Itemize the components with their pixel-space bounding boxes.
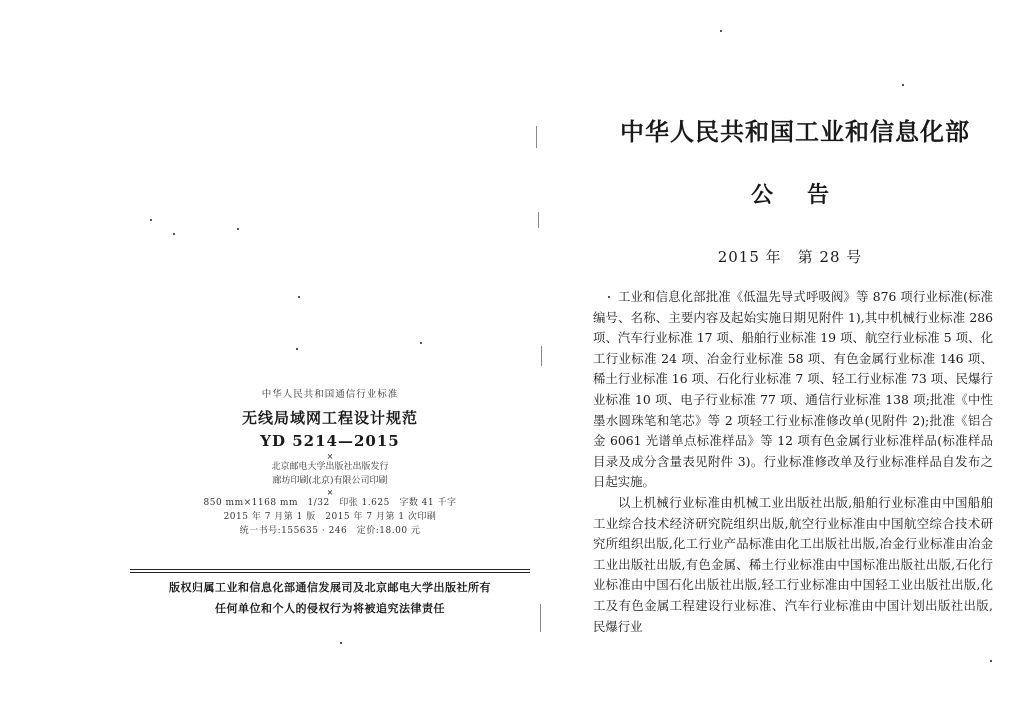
copyright-notice [135,578,525,620]
edition-line: 2015 年 7 月第 1 版 2015 年 7 月第 1 次印刷 [223,512,437,523]
copyright-line: 版权归属工业和信息化部通信发展司及北京邮电大学出版社所有 [169,581,491,594]
paragraph: 以上机械行业标准由机械工业出版社出版,船舶行业标准由中国船舶工业综合技术经济研究院组织出版,航空行业标准由中国航空综合技术研究所组织出版,化工行业产品标准由化工出版社出版,冶金行业标准由冶金工业出版社出版,有色金属、稀土行业标准由中国标准出版社出版,石化行业标准由中国石化出版社出版,轻工行业标准由中国轻工业出版社出版,化工及有色金属工程建设行业标准、汽车行业标准由中国计划出版社出版,民爆行业 [593,494,993,634]
divider-rule [130,569,530,570]
separator-mark: × [326,452,334,462]
announcement-body [593,287,993,637]
standard-title: 无线局域网工程设计规范 [241,408,418,427]
right-page [530,0,1024,724]
paragraph: 工业和信息化部批准《低温先导式呼吸阀》等 876 项行业标准(标准编号、名称、主要内容及起始实施日期见附件 1),其中机械行业标准 286 项、汽车行业标准 17 项、船舶行业标准 19 项、航空行业标准 5 项、化工行业标准 24 项、冶金行业标准 58 项、有色金属行业标准 146 项、稀土行业标准 16 项、石化行业标准 7 项、轻工行业标准 73 项、民爆行业标准 10 项、电子行业标准 77 项、通信行业标准 138 项;批准《中性墨水圆珠笔和笔芯》等 2 项轻工行业标准修改单(见附件 2);批准《铝合金 6061 光谱单点标准样品》等 12 项有色金属行业标准样品(标准样品目录及成分含量表见附件 3)。行业标准修改单及行业标准样品自发布之日起实施。 [593,289,993,490]
isbn-line: 统一书号:155635 · 246 定价:18.00 元 [239,525,421,536]
notice-title: 公告 [750,182,863,208]
ministry-heading: 中华人民共和国工业和信息化部 [620,117,970,146]
separator-mark: × [326,488,334,498]
copyright-line: 任何单位和个人的侵权行为将被追究法律责任 [215,601,445,615]
issue-number: 2015 年 第 28 号 [717,248,863,266]
industry-standard-line: 中华人民共和国通信行业标准 [261,389,399,400]
publisher-line: 北京邮电大学出版社出版发行 [271,462,389,473]
printer-line: 廊坊印刷(北京)有限公司印刷 [272,476,388,487]
colophon [150,388,510,539]
divider-rule [130,572,530,573]
standard-code: YD 5214—2015 [260,431,400,450]
spec-line: 850 mm×1168 mm 1/32 印张 1.625 字数 41 千字 [203,498,457,509]
